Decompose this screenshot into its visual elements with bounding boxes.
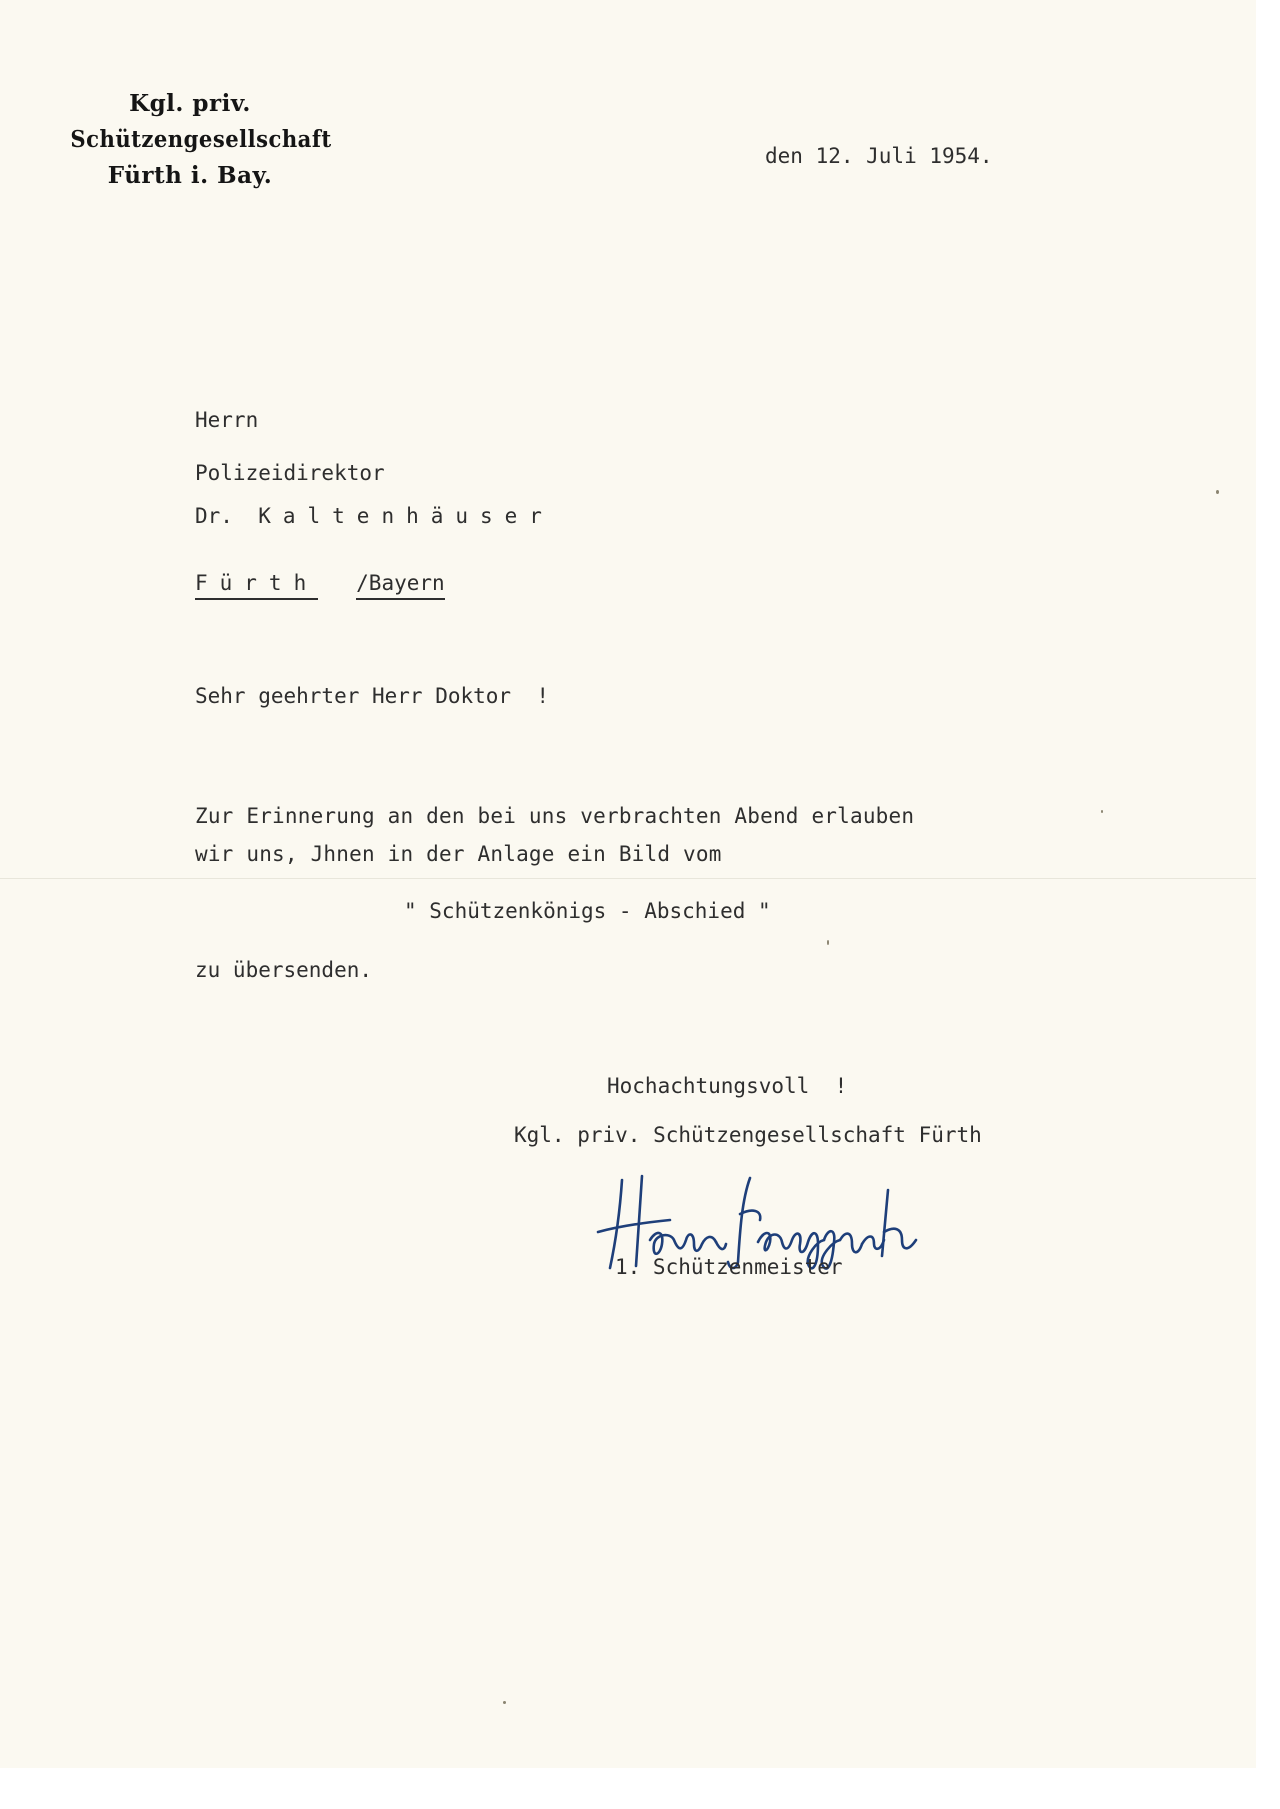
letter-date: den 12. Juli 1954. — [765, 144, 993, 168]
signer-role: 1. Schützenmeister — [615, 1255, 843, 1279]
body-line-3: zu übersenden. — [195, 958, 373, 982]
paper-speck — [827, 940, 829, 945]
recipient-salutation: Herrn — [195, 408, 259, 432]
letterhead-line-2: Schützengesellschaft — [70, 126, 332, 153]
recipient-address-line — [195, 571, 445, 595]
letterhead-line-3: Fürth i. Bay. — [107, 162, 273, 189]
recipient-name-line — [195, 504, 554, 528]
paper-speck — [503, 1701, 506, 1704]
greeting: Sehr geehrter Herr Doktor ! — [195, 684, 550, 708]
letterhead — [60, 86, 332, 194]
closing-organization: Kgl. priv. Schützengesellschaft Fürth — [514, 1123, 982, 1147]
recipient-name: Kaltenhäuser — [258, 504, 554, 528]
picture-title: " Schützenkönigs - Abschied " — [404, 899, 771, 923]
recipient-region: /Bayern — [356, 571, 445, 600]
recipient-city: Fürth — [195, 571, 318, 600]
recipient-position: Polizeidirektor — [195, 461, 385, 485]
fold-line — [0, 878, 1256, 879]
paper-speck — [1101, 810, 1103, 813]
body-line-2: wir uns, Jhnen in der Anlage ein Bild vom — [195, 842, 722, 866]
recipient-name-prefix: Dr. — [195, 504, 233, 528]
letterhead-line-1: Kgl. priv. — [129, 90, 251, 117]
paper-speck — [1216, 490, 1219, 494]
closing-phrase: Hochachtungsvoll ! — [607, 1074, 848, 1098]
body-line-1: Zur Erinnerung an den bei uns verbrachten Abend erlauben — [195, 804, 915, 828]
